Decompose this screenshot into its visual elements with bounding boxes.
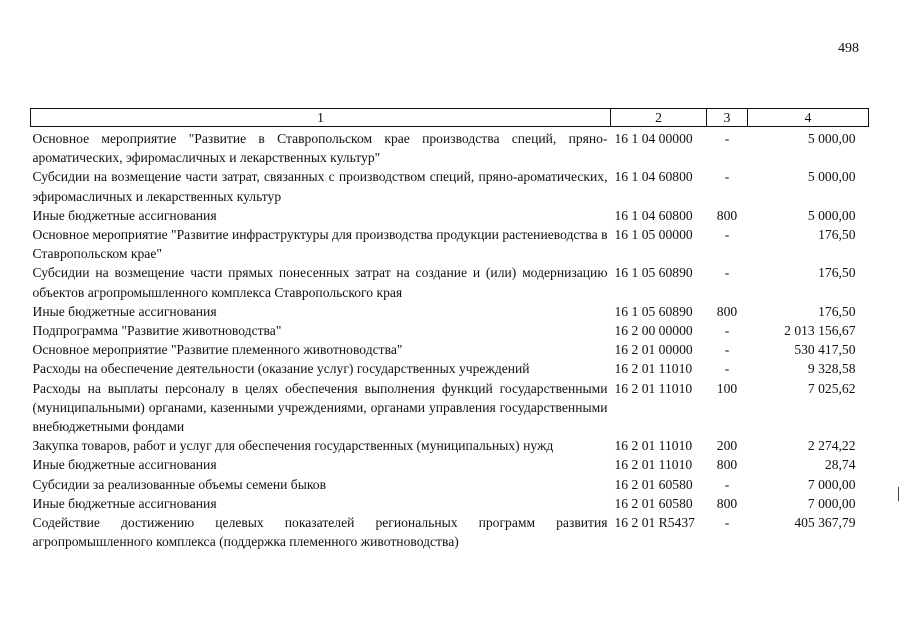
table-header <box>31 109 869 127</box>
table-row <box>31 167 869 205</box>
row-amount-cell: 7 025,62 <box>807 380 856 396</box>
header-row <box>31 109 869 127</box>
row-name-cell: Основное мероприятие "Развитие племенного животноводства" <box>32 342 403 358</box>
row-amount-cell: 2 013 156,67 <box>784 323 856 339</box>
row-expense-type-cell: - <box>724 476 730 492</box>
row-code-cell: 16 2 01 R5437 <box>614 515 695 531</box>
row-expense-type-cell: - <box>724 227 730 243</box>
row-amount-cell: 5 000,00 <box>807 169 856 185</box>
row-name-cell: Иные бюджетные ассигнования <box>32 303 217 319</box>
row-amount-cell: 405 367,79 <box>794 515 856 531</box>
table-row <box>31 127 869 168</box>
row-amount-cell: 9 328,58 <box>807 361 856 377</box>
row-name-cell: Субсидии за реализованные объемы семени быков <box>32 476 326 492</box>
row-code-cell: 16 2 00 00000 <box>614 323 693 339</box>
row-amount-cell: 5 000,00 <box>807 131 856 146</box>
row-expense-type-cell: - <box>724 342 730 358</box>
table-row <box>31 379 869 437</box>
row-name-cell: Основное мероприятие "Развитие инфраструктуры для производства продукции растениеводства в Ставропольском крае" <box>32 227 608 262</box>
row-code-cell: 16 2 01 11010 <box>614 361 693 377</box>
row-name-cell: Иные бюджетные ассигнования <box>32 495 217 511</box>
row-code-cell: 16 1 04 00000 <box>614 131 693 146</box>
row-name-cell: Подпрограмма "Развитие животноводства" <box>32 323 282 339</box>
row-name-cell: Субсидии на возмещение части прямых понесенных затрат на создание и (или) модернизацию объектов агропромышленного комплекса Ставропольского края <box>32 265 608 300</box>
row-expense-type-cell: - <box>724 515 730 531</box>
header-col-type: 3 <box>707 109 748 127</box>
page-number: 498 <box>838 41 859 56</box>
table-row <box>31 494 869 513</box>
row-code-cell: 16 2 01 11010 <box>614 457 693 473</box>
row-expense-type-cell: 100 <box>716 380 738 396</box>
header-col-code: 2 <box>611 109 707 127</box>
table-body <box>31 127 869 552</box>
table-row <box>31 263 869 301</box>
table-row <box>31 436 869 455</box>
row-name-cell: Субсидии на возмещение части затрат, связанных с производством специй, пряно-ароматических, эфиромасличных и лекарственных культур <box>32 169 608 204</box>
row-name-cell: Основное мероприятие "Развитие в Ставропольском крае производства специй, пряно-ароматических, эфиромасличных и лекарственных культур" <box>32 131 608 166</box>
row-expense-type-cell: - <box>724 323 730 339</box>
row-amount-cell: 530 417,50 <box>794 342 856 358</box>
table-row <box>31 225 869 263</box>
row-expense-type-cell: - <box>724 265 730 281</box>
row-name-cell: Содействие достижению целевых показателей региональных программ развития агропромышленного комплекса (поддержка племенного животноводства) <box>32 515 608 550</box>
table-row <box>31 302 869 321</box>
row-expense-type-cell: - <box>724 169 730 185</box>
row-amount-cell: 5 000,00 <box>807 207 856 223</box>
table-row <box>31 206 869 225</box>
row-code-cell: 16 2 01 11010 <box>614 380 693 396</box>
row-expense-type-cell: 200 <box>716 438 738 454</box>
row-code-cell: 16 2 01 11010 <box>614 438 693 454</box>
row-code-cell: 16 1 05 60890 <box>614 265 693 281</box>
row-amount-cell: 7 000,00 <box>807 476 856 492</box>
row-name-cell: Иные бюджетные ассигнования <box>32 457 217 473</box>
row-expense-type-cell: - <box>724 131 730 146</box>
table-row <box>31 359 869 378</box>
row-amount-cell: 176,50 <box>818 303 856 319</box>
row-amount-cell: 28,74 <box>824 457 856 473</box>
table-row <box>31 321 869 340</box>
row-code-cell: 16 1 05 00000 <box>614 227 693 243</box>
row-expense-type-cell: 800 <box>716 457 738 473</box>
row-code-cell: 16 2 01 60580 <box>614 495 693 511</box>
header-col-name: 1 <box>31 109 611 127</box>
table-row <box>31 340 869 359</box>
row-code-cell: 16 2 01 60580 <box>614 476 693 492</box>
table-row <box>31 455 869 474</box>
row-amount-cell: 2 274,22 <box>807 438 856 454</box>
row-name-cell: Иные бюджетные ассигнования <box>32 207 217 223</box>
row-amount-cell: 7 000,00 <box>807 495 856 511</box>
row-expense-type-cell: 800 <box>716 495 738 511</box>
table-row <box>31 475 869 494</box>
budget-allocation-table <box>30 108 869 551</box>
scan-artifact-mark <box>898 487 899 501</box>
row-code-cell: 16 1 04 60800 <box>614 169 693 185</box>
row-amount-cell: 176,50 <box>818 227 856 243</box>
row-expense-type-cell: 800 <box>716 303 738 319</box>
row-name-cell: Закупка товаров, работ и услуг для обеспечения государственных (муниципальных) нужд <box>32 438 554 454</box>
row-expense-type-cell: - <box>724 361 730 377</box>
row-name-cell: Расходы на выплаты персоналу в целях обеспечения выполнения функций государственными (муниципальными) органами, казенными учреждениями, органами управления государственными внебюджетными фондами <box>32 380 608 435</box>
row-amount-cell: 176,50 <box>818 265 856 281</box>
row-code-cell: 16 1 05 60890 <box>614 303 693 319</box>
row-name-cell: Расходы на обеспечение деятельности (оказание услуг) государственных учреждений <box>32 361 530 377</box>
table-row <box>31 513 869 551</box>
row-code-cell: 16 2 01 00000 <box>614 342 693 358</box>
header-col-amount: 4 <box>748 109 869 127</box>
row-code-cell: 16 1 04 60800 <box>614 207 693 223</box>
row-expense-type-cell: 800 <box>716 207 738 223</box>
